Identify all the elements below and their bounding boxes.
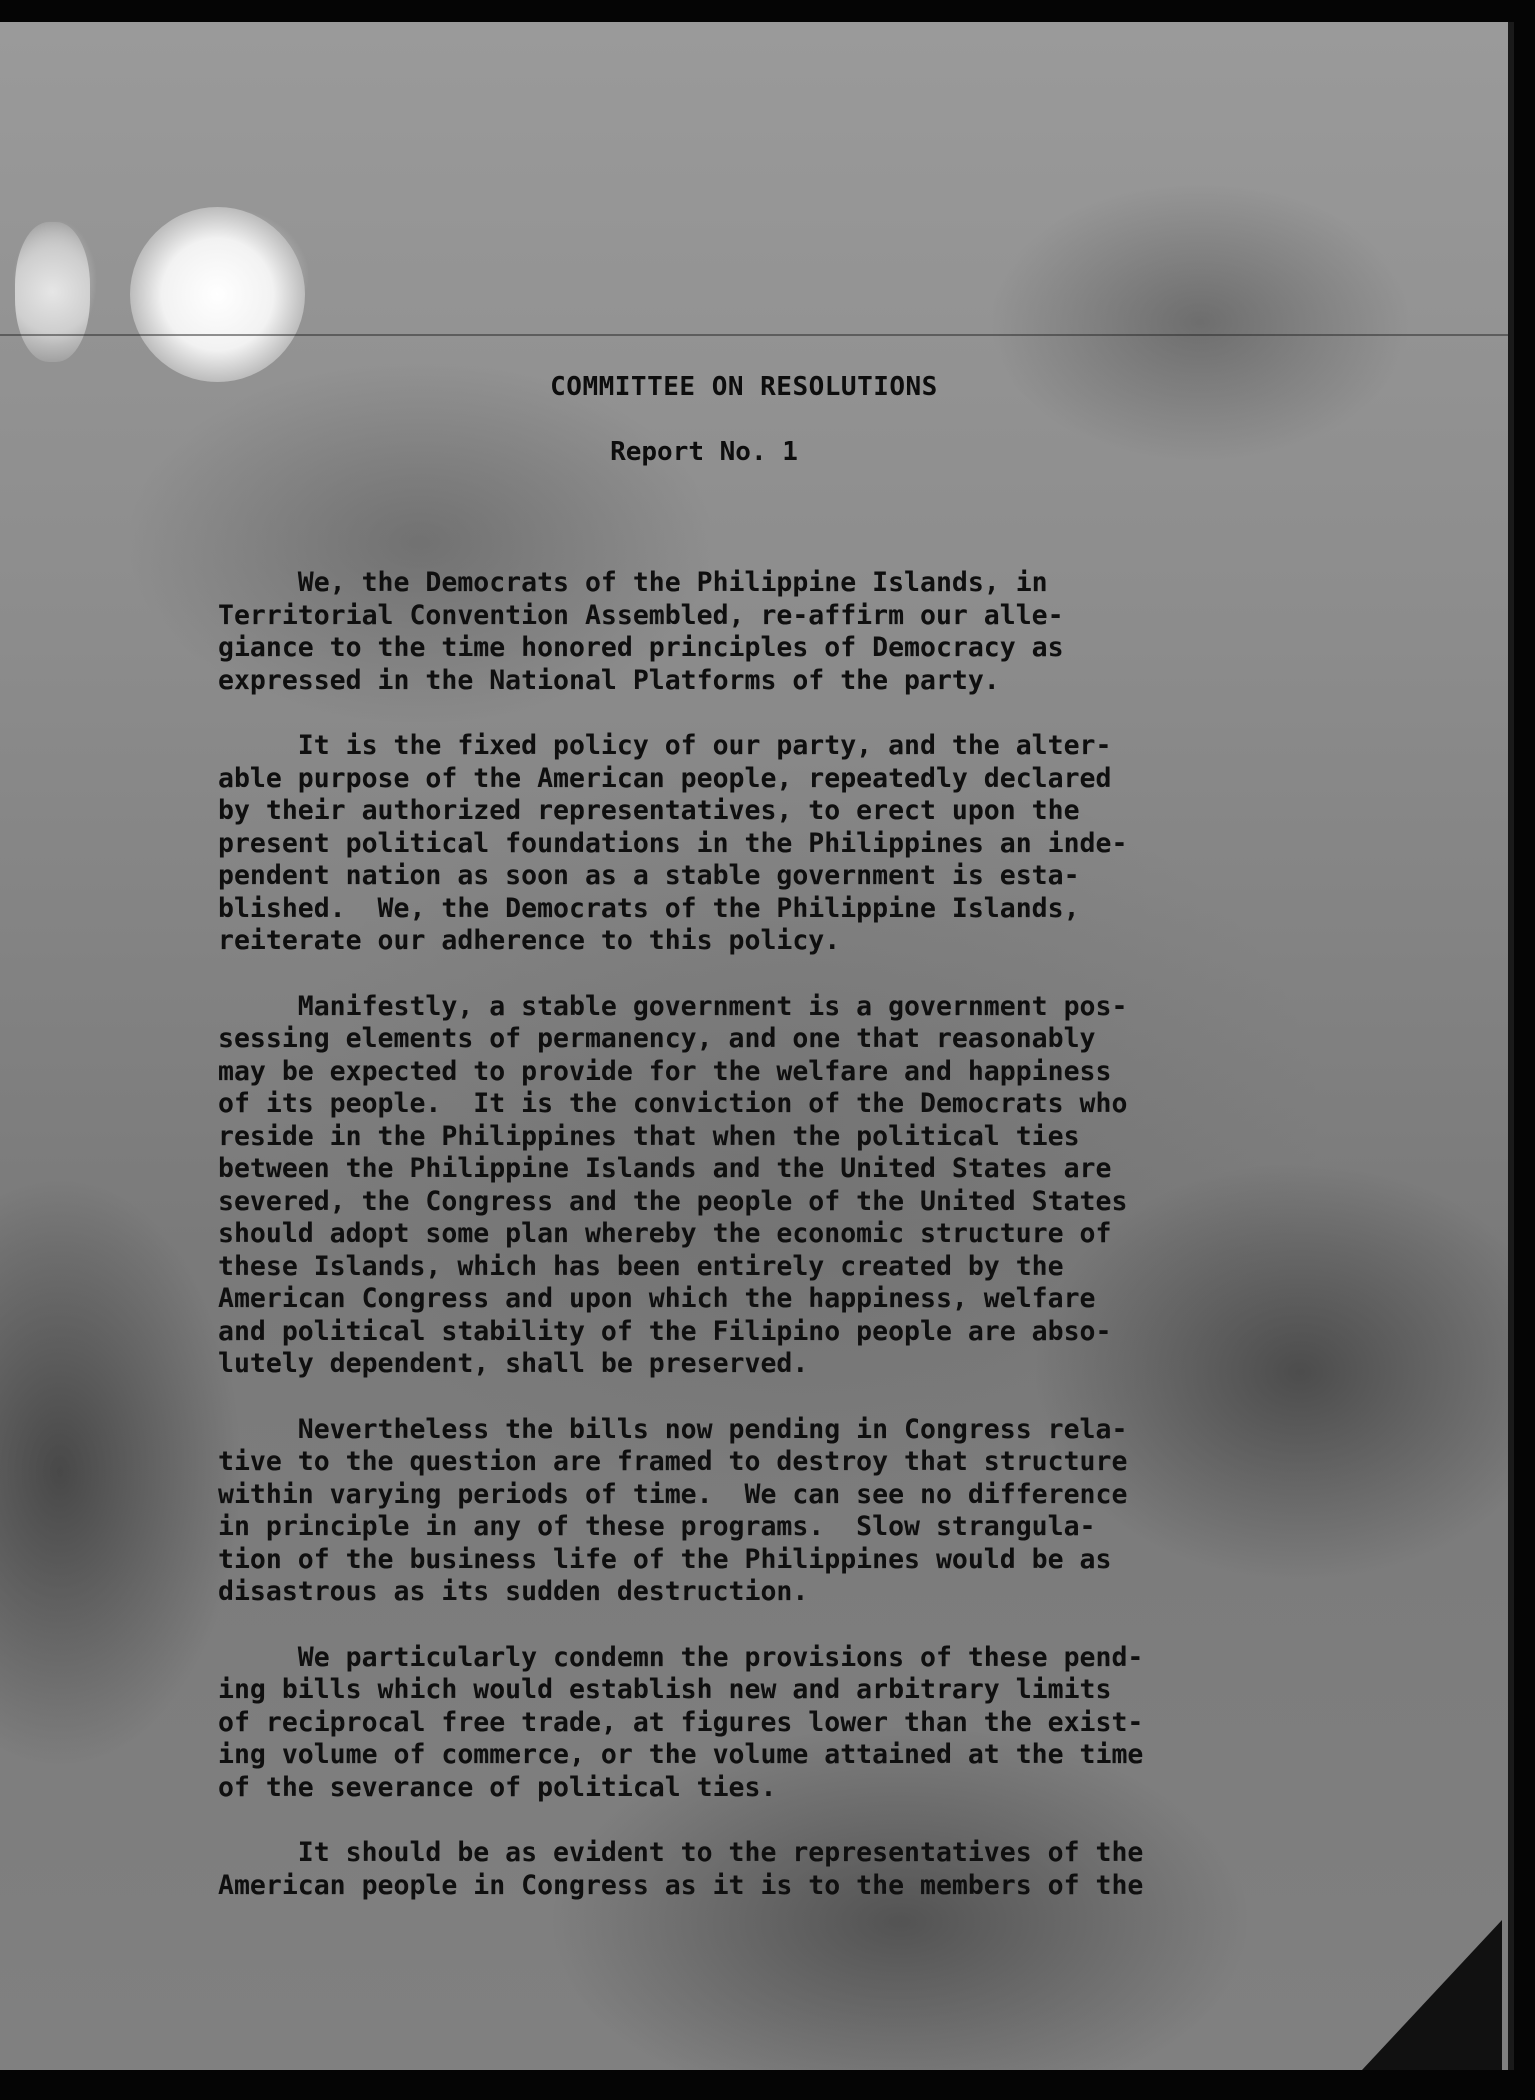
text-line: tion of the business life of the Philippines would be as — [218, 1543, 1112, 1575]
text-line: ing volume of commerce, or the volume attained at the time — [218, 1739, 1144, 1770]
text-line: expressed in the National Platforms of the party. — [218, 664, 1000, 696]
text-line: Manifestly, a stable government is a government pos- — [218, 990, 1128, 1022]
text-line: severed, the Congress and the people of the United States — [218, 1185, 1128, 1217]
text-line: may be expected to provide for the welfare and happiness — [218, 1055, 1112, 1087]
text-line: by their authorized representatives, to erect upon the — [218, 795, 1080, 826]
text-line: able purpose of the American people, repeatedly declared — [218, 762, 1112, 794]
paragraph — [218, 1837, 1328, 1902]
fold-line — [0, 334, 1508, 336]
text-line: We particularly condemn the provisions of these pend- — [218, 1641, 1144, 1673]
text-line: in principle in any of these programs. Slow strangula- — [218, 1511, 1096, 1542]
paragraph — [218, 1414, 1328, 1609]
text-line: tive to the question are framed to destroy that structure — [218, 1446, 1128, 1477]
text-line: Territorial Convention Assembled, re-affirm our alle- — [218, 599, 1064, 631]
text-line: pendent nation as soon as a stable government is esta- — [218, 860, 1080, 891]
text-line: reiterate our adherence to this policy. — [218, 925, 841, 956]
text-line: giance to the time honored principles of Democracy as — [218, 632, 1064, 663]
text-line: lutely dependent, shall be preserved. — [218, 1348, 809, 1379]
paragraph — [218, 730, 1328, 958]
report-number: Report No. 1 — [610, 437, 798, 467]
document-page — [0, 22, 1514, 2070]
paragraph — [218, 1642, 1328, 1805]
text-line: It is the fixed policy of our party, and the alter- — [218, 730, 1112, 761]
text-line: disastrous as its sudden destruction. — [218, 1576, 809, 1607]
document-body — [218, 567, 1328, 1935]
text-line: these Islands, which has been entirely created by the — [218, 1250, 1064, 1282]
paragraph — [218, 567, 1328, 697]
text-line: We, the Democrats of the Philippine Islands, in — [218, 567, 1048, 598]
text-line: of reciprocal free trade, at figures lower than the exist- — [218, 1706, 1144, 1738]
text-line: sessing elements of permanency, and one that reasonably — [218, 1023, 1096, 1054]
punch-hole — [130, 207, 305, 382]
text-line: reside in the Philippines that when the political ties — [218, 1120, 1080, 1152]
text-line: American people in Congress as it is to the members of the — [218, 1869, 1144, 1901]
text-line: blished. We, the Democrats of the Philippine Islands, — [218, 892, 1080, 924]
text-line: ing bills which would establish new and arbitrary limits — [218, 1674, 1112, 1705]
text-line: Nevertheless the bills now pending in Congress rela- — [218, 1413, 1128, 1445]
stain-blemish — [15, 222, 90, 362]
text-line: present political foundations in the Philippines an inde- — [218, 827, 1128, 859]
text-line: within varying periods of time. We can see no difference — [218, 1478, 1128, 1510]
text-line: of the severance of political ties. — [218, 1771, 777, 1803]
text-line: between the Philippine Islands and the United States are — [218, 1153, 1112, 1184]
text-line: It should be as evident to the representatives of the — [218, 1837, 1144, 1868]
text-line: of its people. It is the conviction of the Democrats who — [218, 1088, 1128, 1119]
text-line: should adopt some plan whereby the economic structure of — [218, 1218, 1112, 1249]
torn-corner — [1362, 1920, 1502, 2070]
document-title: COMMITTEE ON RESOLUTIONS — [550, 372, 938, 402]
text-line: and political stability of the Filipino people are abso- — [218, 1315, 1112, 1347]
paragraph — [218, 991, 1328, 1381]
text-line: American Congress and upon which the happiness, welfare — [218, 1283, 1096, 1314]
